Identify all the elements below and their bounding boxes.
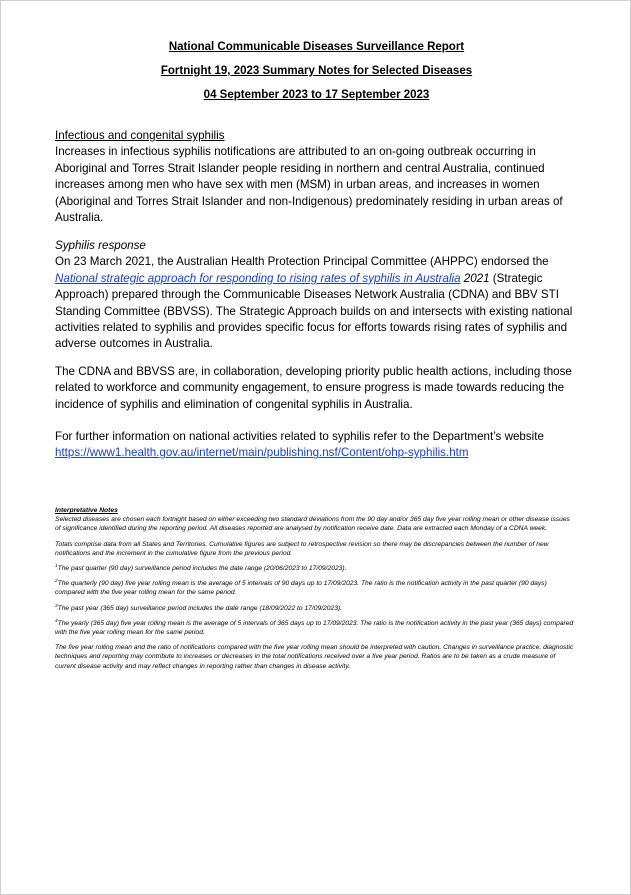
department-website-link[interactable]: https://www1.health.gov.au/internet/main/publishing.nsf/Content/ohp-syphilis.htm [55,446,469,460]
cdna-text: The CDNA and BBVSS are, in collaboration, developing priority public health actions, including those related to workforce and community engagement, to ensure progress is made towards reducing the incidence of syphilis and elimination of congenital syphilis in Australia. [55,365,572,411]
response-text-post: (Strategic Approach) prepared through the Communicable Diseases Network Australia (CDNA) and BBV STI Standing Committee (BBVSS). The Strategic Approach builds on and intersects with existing national activities related to syphilis and provides specific focus for efforts towards rising rates of syphilis and adverse outcomes in Australia. [55,271,573,351]
interpretative-notes [55,506,577,671]
footnote-4-marker: 4 [55,617,58,623]
response-text-pre: On 23 March 2021, the Australian Health Protection Principal Committee (AHPPC) endorsed the [55,255,549,269]
syphilis-response-section [55,238,577,353]
footnote-3-marker: 3 [55,602,58,608]
report-date-range: 04 September 2023 to 17 September 2023 [203,89,430,101]
section-title: Infectious and congenital syphilis [55,129,225,142]
footnote-2-marker: 2 [55,577,58,583]
note-selection: Selected diseases are chosen each fortnight based on either exceeding two standard deviations from the 90 day and/or 365 day five year rolling mean or other disease issues of significance identified during the reporting period. All diseases reported are analysed by notification receive date. Data are extracted each Monday of a CDNA week. [55,516,570,533]
further-info-paragraph [55,429,577,462]
response-paragraph [55,254,577,352]
notes-title: Interpretative Notes [55,507,118,514]
cdna-paragraph [55,364,577,413]
further-info-text: For further information on national activities related to syphilis refer to the Department’s website [55,430,544,443]
note-totals: Totals comprise data from all States and Territories. Cumulative figures are subject to retrospective revision so there may be discrepancies between the number of new notifications and the increment in the cumulative figure from the previous period. [55,540,549,557]
footnote-1 [55,564,577,573]
response-year: 2021 [460,271,490,285]
note-rolling-mean: The five year rolling mean and the ratio of notifications compared with the five year rolling mean should be interpreted with caution. Changes in surveillance practice, diagnostic techniques and reporting may contribute to increases or decreases in the total notifications received over a five year period. Ratios are to be taken as a crude measure of current disease activity and may reflect changes in reporting rather than changes in disease activity. [55,644,574,670]
report-subtitle: Fortnight 19, 2023 Summary Notes for Selected Diseases [160,65,473,77]
strategic-approach-link[interactable]: National strategic approach for responding to rising rates of syphilis in Australia [55,271,461,285]
syphilis-intro-paragraph: Increases in infectious syphilis notifications are attributed to an on-going outbreak occurring in Aboriginal and Torres Strait Islander people residing in northern and central Australia, continued increases among men who have sex with men (MSM) in urban areas, and increases in women (Aboriginal and Torres Strait Islander and non-Indigenous) predominately residing in urban areas of Australia. [55,145,563,225]
report-title: National Communicable Diseases Surveillance Report [168,41,465,53]
footnote-1-marker: 1 [55,562,58,568]
footnote-4-text: The yearly (365 day) five year rolling mean is the average of 5 intervals of 365 days up to 17/09/2023. The ratio is the notification activity in the past year (365 days) compared with the five year rolling mean for the same period. [55,619,574,637]
footnote-3-text: The past year (365 day) surveillance period includes the date range (18/09/2022 to 17/09/2023). [57,604,343,612]
syphilis-section [55,128,577,226]
footnote-1-text: The past quarter (90 day) surveillance period includes the date range (20/06/2023 to 17/09/2023). [57,565,347,573]
footnote-3 [55,604,577,613]
footnote-2 [55,579,577,597]
footnote-2-text: The quarterly (90 day) five year rolling mean is the average of 5 intervals of 90 days up to 17/09/2023. The ratio is the notification activity in the past quarter (90 days) compared with the five year rolling mean for the same period. [55,580,547,597]
response-heading: Syphilis response [55,239,146,252]
footnote-4 [55,619,577,637]
